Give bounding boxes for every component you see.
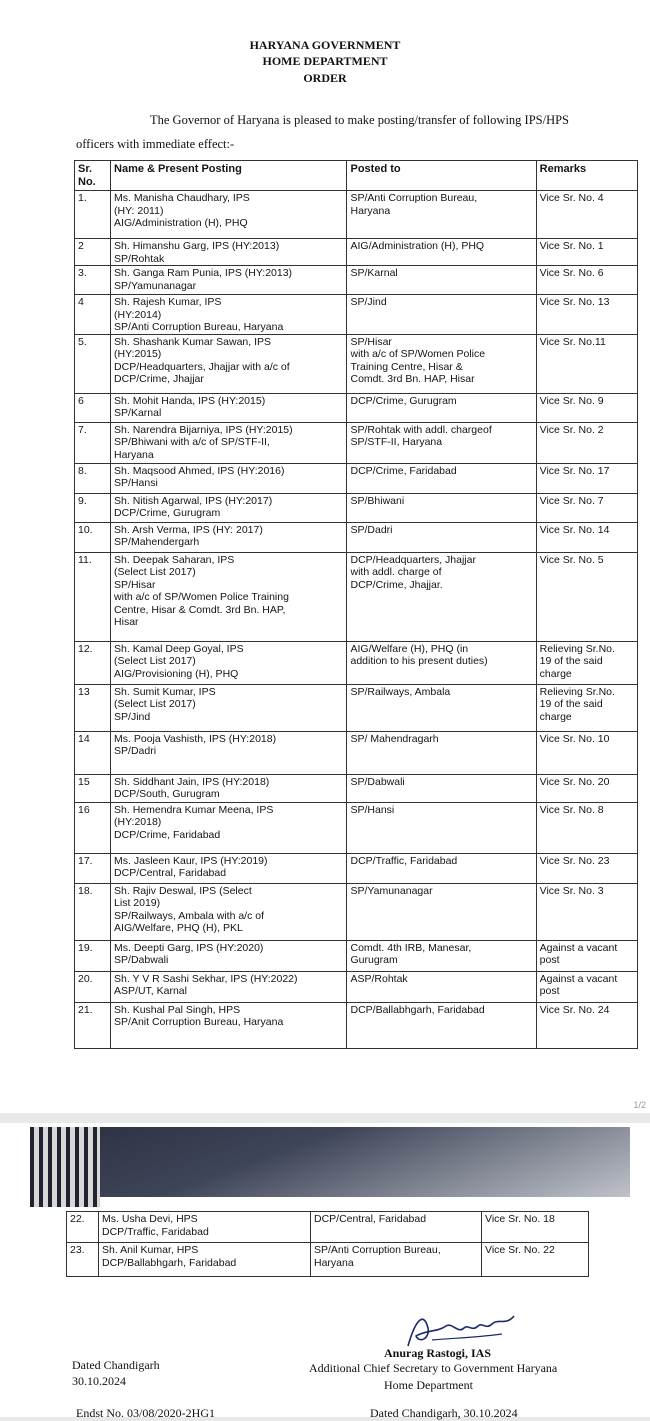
table-row: [75, 731, 638, 774]
table-row: [67, 1212, 589, 1243]
sr-no-cell: 21.: [75, 1002, 111, 1048]
remarks-cell: Vice Sr. No. 22: [482, 1243, 589, 1277]
table-row: [75, 334, 638, 393]
posted-to-cell: SP/Anti Corruption Bureau, Haryana: [347, 191, 536, 239]
scan-edge-pattern: [30, 1127, 100, 1207]
table-row: [75, 853, 638, 883]
table-row: [75, 463, 638, 493]
sr-no-cell: 23.: [67, 1243, 99, 1277]
table-row: [75, 266, 638, 295]
name-posting-cell: Ms. Manisha Chaudhary, IPS (HY: 2011) AIG/Administration (H), PHQ: [111, 191, 347, 239]
posted-to-cell: DCP/Traffic, Faridabad: [347, 853, 536, 883]
name-posting-cell: Sh. Ganga Ram Punia, IPS (HY:2013) SP/Yamunanagar: [111, 266, 347, 295]
signatory-title: Additional Chief Secretary to Government Haryana: [309, 1361, 558, 1375]
posted-to-cell: DCP/Crime, Faridabad: [347, 463, 536, 493]
header-sr-no: Sr. No.: [75, 161, 111, 191]
remarks-cell: Vice Sr. No. 2: [536, 422, 637, 463]
header-government: HARYANA GOVERNMENT: [249, 38, 401, 52]
table-row: [75, 802, 638, 853]
remarks-cell: Vice Sr. No. 24: [536, 1002, 637, 1048]
sr-no-cell: 2: [75, 239, 111, 266]
posted-to-cell: SP/Dadri: [347, 522, 536, 552]
sr-no-cell: 10.: [75, 522, 111, 552]
sr-no-cell: 22.: [67, 1212, 99, 1243]
name-posting-cell: Ms. Deepti Garg, IPS (HY:2020) SP/Dabwali: [111, 940, 347, 971]
posted-to-cell: SP/Railways, Ambala: [347, 684, 536, 731]
table-row: [75, 940, 638, 971]
table-body-continued: [67, 1212, 589, 1277]
name-posting-cell: Ms. Usha Devi, HPS DCP/Traffic, Faridabad: [99, 1212, 311, 1243]
table-row: [75, 641, 638, 684]
posted-to-cell: SP/Anti Corruption Bureau, Haryana: [311, 1243, 482, 1277]
sr-no-cell: 3.: [75, 266, 111, 295]
sr-no-cell: 16: [75, 802, 111, 853]
sr-no-cell: 6: [75, 393, 111, 422]
dated-place: Dated Chandigarh: [72, 1358, 160, 1372]
posted-to-cell: SP/Jind: [347, 295, 536, 335]
remarks-cell: Relieving Sr.No. 19 of the said charge: [536, 684, 637, 731]
sr-no-cell: 15: [75, 774, 111, 802]
name-posting-cell: Sh. Narendra Bijarniya, IPS (HY:2015) SP/Bhiwani with a/c of SP/STF-II, Haryana: [111, 422, 347, 463]
sr-no-cell: 18.: [75, 883, 111, 940]
posted-to-cell: SP/Dabwali: [347, 774, 536, 802]
remarks-cell: Vice Sr. No. 10: [536, 731, 637, 774]
remarks-cell: Against a vacant post: [536, 971, 637, 1002]
name-posting-cell: Sh. Kushal Pal Singh, HPS SP/Anit Corruption Bureau, Haryana: [111, 1002, 347, 1048]
name-posting-cell: Sh. Nitish Agarwal, IPS (HY:2017) DCP/Crime, Gurugram: [111, 493, 347, 522]
endorsement-date: Dated Chandigarh, 30.10.2024: [370, 1406, 518, 1420]
table-row: [75, 239, 638, 266]
remarks-cell: Vice Sr. No. 20: [536, 774, 637, 802]
remarks-cell: Against a vacant post: [536, 940, 637, 971]
name-posting-cell: Sh. Shashank Kumar Sawan, IPS (HY:2015) DCP/Headquarters, Jhajjar with a/c of DCP/Crime, Jhajjar: [111, 334, 347, 393]
sr-no-cell: 8.: [75, 463, 111, 493]
sr-no-cell: 1.: [75, 191, 111, 239]
table-row: [75, 971, 638, 1002]
intro-line-2: officers with immediate effect:-: [76, 137, 235, 151]
posted-to-cell: AIG/Welfare (H), PHQ (in addition to his present duties): [347, 641, 536, 684]
posted-to-cell: DCP/Ballabhgarh, Faridabad: [347, 1002, 536, 1048]
header-posted-to: Posted to: [347, 161, 536, 191]
sr-no-cell: 13: [75, 684, 111, 731]
signatory-department: Home Department: [384, 1378, 473, 1392]
table-row: [75, 422, 638, 463]
remarks-cell: Vice Sr. No. 9: [536, 393, 637, 422]
name-posting-cell: Sh. Arsh Verma, IPS (HY: 2017) SP/Mahendergarh: [111, 522, 347, 552]
remarks-cell: Vice Sr. No.11: [536, 334, 637, 393]
remarks-cell: Vice Sr. No. 13: [536, 295, 637, 335]
posted-to-cell: DCP/Headquarters, Jhajjar with addl. charge of DCP/Crime, Jhajjar.: [347, 552, 536, 641]
table-row: [75, 774, 638, 802]
table-row: [75, 493, 638, 522]
remarks-cell: Vice Sr. No. 17: [536, 463, 637, 493]
remarks-cell: Vice Sr. No. 1: [536, 239, 637, 266]
scan-edge-shadow: [30, 1127, 630, 1197]
posted-to-cell: ASP/Rohtak: [347, 971, 536, 1002]
dated-date: 30.10.2024: [72, 1374, 126, 1388]
table-row: [75, 552, 638, 641]
header-order: ORDER: [303, 71, 347, 85]
sr-no-cell: 4: [75, 295, 111, 335]
name-posting-cell: Sh. Y V R Sashi Sekhar, IPS (HY:2022) ASP/UT, Karnal: [111, 971, 347, 1002]
posted-to-cell: SP/Karnal: [347, 266, 536, 295]
name-posting-cell: Sh. Rajiv Deswal, IPS (Select List 2019) SP/Railways, Ambala with a/c of AIG/Welfare, PHQ (H), PKL: [111, 883, 347, 940]
transfer-table-continued: [66, 1211, 589, 1277]
name-posting-cell: Sh. Hemendra Kumar Meena, IPS (HY:2018) DCP/Crime, Faridabad: [111, 802, 347, 853]
header-department: HOME DEPARTMENT: [262, 54, 388, 68]
remarks-cell: Vice Sr. No. 7: [536, 493, 637, 522]
sr-no-cell: 12.: [75, 641, 111, 684]
name-posting-cell: Sh. Rajesh Kumar, IPS (HY:2014) SP/Anti Corruption Bureau, Haryana: [111, 295, 347, 335]
name-posting-cell: Sh. Mohit Handa, IPS (HY:2015) SP/Karnal: [111, 393, 347, 422]
table-row: [75, 684, 638, 731]
table-row: [75, 883, 638, 940]
name-posting-cell: Sh. Maqsood Ahmed, IPS (HY:2016) SP/Hansi: [111, 463, 347, 493]
sr-no-cell: 20.: [75, 971, 111, 1002]
table-body: [75, 191, 638, 1049]
remarks-cell: Vice Sr. No. 14: [536, 522, 637, 552]
sr-no-cell: 5.: [75, 334, 111, 393]
header-name-present-posting: Name & Present Posting: [111, 161, 347, 191]
posted-to-cell: SP/Hansi: [347, 802, 536, 853]
sr-no-cell: 7.: [75, 422, 111, 463]
remarks-cell: Vice Sr. No. 18: [482, 1212, 589, 1243]
endorsement-number: Endst No. 03/08/2020-2HG1: [76, 1406, 215, 1420]
remarks-cell: Vice Sr. No. 5: [536, 552, 637, 641]
remarks-cell: Vice Sr. No. 4: [536, 191, 637, 239]
name-posting-cell: Sh. Kamal Deep Goyal, IPS (Select List 2017) AIG/Provisioning (H), PHQ: [111, 641, 347, 684]
remarks-cell: Vice Sr. No. 8: [536, 802, 637, 853]
remarks-cell: Relieving Sr.No. 19 of the said charge: [536, 641, 637, 684]
sr-no-cell: 9.: [75, 493, 111, 522]
remarks-cell: Vice Sr. No. 23: [536, 853, 637, 883]
posted-to-cell: AIG/Administration (H), PHQ: [347, 239, 536, 266]
table-row: [75, 522, 638, 552]
posted-to-cell: SP/ Mahendragarh: [347, 731, 536, 774]
name-posting-cell: Sh. Deepak Saharan, IPS (Select List 2017) SP/Hisar with a/c of SP/Women Police Training Centre, Hisar & Comdt. 3rd Bn. HAP, Hisar: [111, 552, 347, 641]
intro-line-1: The Governor of Haryana is pleased to make posting/transfer of following IPS/HPS: [150, 113, 570, 127]
signatory-name: Anurag Rastogi, IAS: [384, 1346, 492, 1360]
table-row: [67, 1243, 589, 1277]
remarks-cell: Vice Sr. No. 6: [536, 266, 637, 295]
name-posting-cell: Sh. Sumit Kumar, IPS (Select List 2017) SP/Jind: [111, 684, 347, 731]
posted-to-cell: SP/Yamunanagar: [347, 883, 536, 940]
transfer-table: [74, 160, 638, 1049]
posted-to-cell: Comdt. 4th IRB, Manesar, Gurugram: [347, 940, 536, 971]
posted-to-cell: DCP/Crime, Gurugram: [347, 393, 536, 422]
table-row: [75, 191, 638, 239]
page-number: 1/2: [633, 1100, 646, 1110]
sr-no-cell: 14: [75, 731, 111, 774]
name-posting-cell: Ms. Jasleen Kaur, IPS (HY:2019) DCP/Central, Faridabad: [111, 853, 347, 883]
table-row: [75, 295, 638, 335]
name-posting-cell: Sh. Himanshu Garg, IPS (HY:2013) SP/Rohtak: [111, 239, 347, 266]
posted-to-cell: SP/Rohtak with addl. chargeof SP/STF-II, Haryana: [347, 422, 536, 463]
name-posting-cell: Ms. Pooja Vashisth, IPS (HY:2018) SP/Dadri: [111, 731, 347, 774]
table-row: [75, 1002, 638, 1048]
header-remarks: Remarks: [536, 161, 637, 191]
posted-to-cell: SP/Hisar with a/c of SP/Women Police Training Centre, Hisar & Comdt. 3rd Bn. HAP, Hisar: [347, 334, 536, 393]
sr-no-cell: 17.: [75, 853, 111, 883]
dated-block: [72, 1357, 160, 1389]
posted-to-cell: SP/Bhiwani: [347, 493, 536, 522]
sr-no-cell: 11.: [75, 552, 111, 641]
name-posting-cell: Sh. Anil Kumar, HPS DCP/Ballabhgarh, Faridabad: [99, 1243, 311, 1277]
name-posting-cell: Sh. Siddhant Jain, IPS (HY:2018) DCP/South, Gurugram: [111, 774, 347, 802]
remarks-cell: Vice Sr. No. 3: [536, 883, 637, 940]
table-row: [75, 393, 638, 422]
table-header-row: [75, 161, 638, 191]
sr-no-cell: 19.: [75, 940, 111, 971]
posted-to-cell: DCP/Central, Faridabad: [311, 1212, 482, 1243]
